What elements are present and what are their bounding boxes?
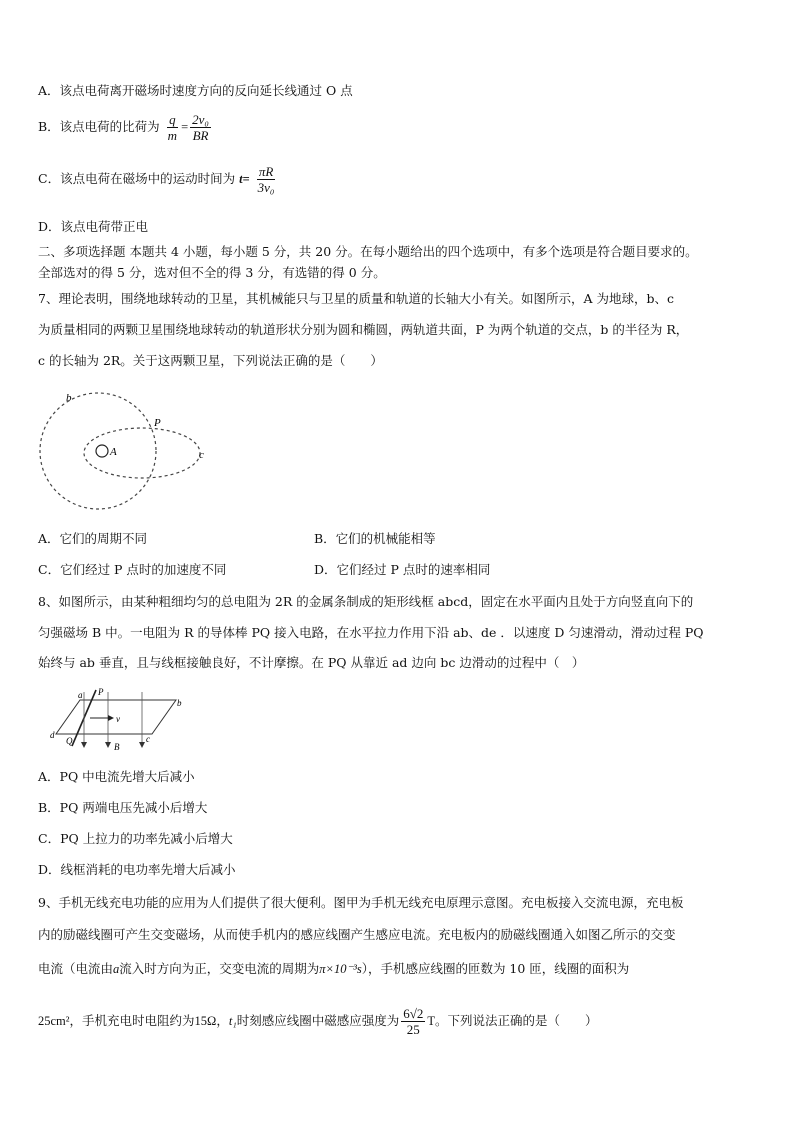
- q9-line4-c: 时刻感应线圈中磁感应强度为: [236, 1013, 400, 1028]
- fig-label-d: d: [50, 730, 55, 740]
- q9-line4-a: ，手机充电时电阻约为: [69, 1013, 195, 1028]
- q9-line3-a: 电流（电流由: [38, 961, 114, 976]
- q8-option-c: C．PQ 上拉力的功率先减小后增大: [38, 831, 233, 846]
- fig-label-c: c: [199, 449, 204, 461]
- q9-line3-c: ），手机感应线圈的匝数为 10 匝，线圈的面积为: [361, 961, 630, 976]
- q6-option-b-rhs-num: 2v₀: [192, 112, 209, 127]
- q8-frame-figure: [46, 684, 196, 756]
- orbit-b-circle: [40, 393, 156, 509]
- q7-line1: 7、理论表明，围绕地球转动的卫星，其机械能只与卫星的质量和轨道的长轴大小有关。如图所示，A 为地球，b、c: [38, 291, 674, 306]
- q7-line2: 为质量相同的两颗卫星围绕地球转动的轨道形状分别为圆和椭圆，两轨道共面，P 为两个轨道的交点，b 的半径为 R，: [38, 322, 689, 337]
- q8-line3: 始终与 ab 垂直，且与线框接触良好，不计摩擦。在 PQ 从靠近 ad 边向 bc 边滑动的过程中（ ）: [38, 655, 585, 670]
- fig-label-p: P: [98, 687, 104, 697]
- q7-option-a: A．它们的周期不同: [38, 531, 148, 546]
- earth-circle: [96, 445, 108, 457]
- q9-line4-b: ，: [216, 1013, 229, 1028]
- fig-label-a: A: [110, 446, 117, 458]
- q9-line1: 9、手机无线充电功能的应用为人们提供了很大便利。图甲为手机无线充电原理示意图。充电板接入交流电源，充电板: [38, 895, 684, 910]
- q6-option-b-lhs-num: q: [169, 112, 176, 127]
- q6-option-d: D．该点电荷带正电: [38, 219, 149, 234]
- q6-option-c-num: πR: [258, 164, 274, 179]
- q6-option-b-lhs-fraction: [166, 112, 179, 143]
- q6-option-c-fraction: [256, 164, 277, 195]
- q8-option-a: A．PQ 中电流先增大后减小: [38, 769, 195, 784]
- q8-option-b: B．PQ 两端电压先减小后增大: [38, 800, 208, 815]
- q9-b-fraction: [401, 1006, 425, 1037]
- fig-label-c: c: [146, 734, 150, 744]
- q8-option-d: D．线框消耗的电功率先增大后减小: [38, 862, 236, 877]
- field-arrow: [139, 742, 145, 748]
- q6-option-c-t: t=: [239, 172, 250, 186]
- fig-label-q: Q: [66, 736, 73, 746]
- q7-option-c: C．它们经过 P 点时的加速度不同: [38, 562, 227, 577]
- q9-line4-d: 。下列说法正确的是（ ）: [434, 1013, 598, 1028]
- q6-option-b-rhs-den: BR: [192, 128, 209, 143]
- fig-label-bfield: B: [114, 742, 120, 752]
- q7-orbit-figure: [36, 388, 216, 513]
- q6-option-c-den: 3v₀: [257, 180, 275, 195]
- q6-option-c-prefix: C．该点电荷在磁场中的运动时间为: [38, 171, 236, 186]
- q9-line3: [38, 960, 629, 978]
- fig-label-a: a: [78, 690, 83, 700]
- q6-option-c: [38, 162, 278, 196]
- orbit-c-ellipse: [84, 428, 200, 478]
- field-arrow: [105, 742, 111, 748]
- q6-option-a: A．该点电荷离开磁场时速度方向的反向延长线通过 O 点: [38, 83, 353, 98]
- fig-label-b: b: [66, 392, 72, 404]
- q9-line3-b: 流入时方向为正，交变电流的周期为: [119, 961, 320, 976]
- q6-option-b-rhs-fraction: [190, 112, 211, 143]
- q9-line2: 内的励磁线圈可产生交变磁场，从而使手机内的感应线圈产生感应电流。充电板内的励磁线圈通入如图乙所示的交变: [38, 927, 676, 942]
- q9-period: π×10⁻³s: [319, 962, 362, 976]
- q9-b-den: 25: [406, 1022, 420, 1037]
- q7-line3: c 的长轴为 2R。关于这两颗卫星，下列说法正确的是（ ）: [38, 353, 383, 368]
- q6-option-b: B．该点电荷的比荷为 $\frac{q}{m}$ = $\frac{\text{2v₀}}{BR}$: [38, 112, 209, 143]
- q9-line4: [38, 1004, 598, 1038]
- q9-unit-t: T: [427, 1014, 435, 1028]
- q7-option-d: D．它们经过 P 点时的速率相同: [314, 562, 491, 577]
- fig-label-p: P: [154, 417, 161, 429]
- q8-line1: 8、如图所示，由某种粗细均匀的总电阻为 2R 的金属条制成的矩形线框 abcd，固定在水平面内且处于方向竖直向下的: [38, 594, 694, 609]
- q6-option-b-lhs-den: m: [167, 128, 178, 143]
- fig-label-v: v: [116, 714, 120, 724]
- q9-var-a: a: [113, 962, 120, 976]
- section2-line1: 二、多项选择题 本题共 4 小题，每小题 5 分，共 20 分。在每小题给出的四个选项中，有多个选项是符合题目要求的。: [38, 244, 698, 259]
- q9-b-num: 6√2: [403, 1006, 424, 1021]
- q9-resistance: 15Ω: [194, 1014, 217, 1028]
- q6-option-b-prefix: B．该点电荷的比荷为: [38, 119, 160, 134]
- field-arrow: [81, 742, 87, 748]
- q8-line2: 匀强磁场 B 中。一电阻为 R 的导体棒 PQ 接入电路，在水平拉力作用下沿 ab、de ．以速度 D 匀速滑动，滑动过程 PQ: [38, 625, 704, 640]
- q9-t1: t₁: [228, 1014, 237, 1028]
- velocity-arrowhead: [108, 715, 114, 721]
- q7-option-b: B．它们的机械能相等: [314, 531, 436, 546]
- fig-label-b: b: [177, 698, 182, 708]
- section2-line2: 全部选对的得 5 分，选对但不全的得 3 分，有选错的得 0 分。: [38, 265, 386, 280]
- q9-area: 25cm²: [38, 1014, 70, 1028]
